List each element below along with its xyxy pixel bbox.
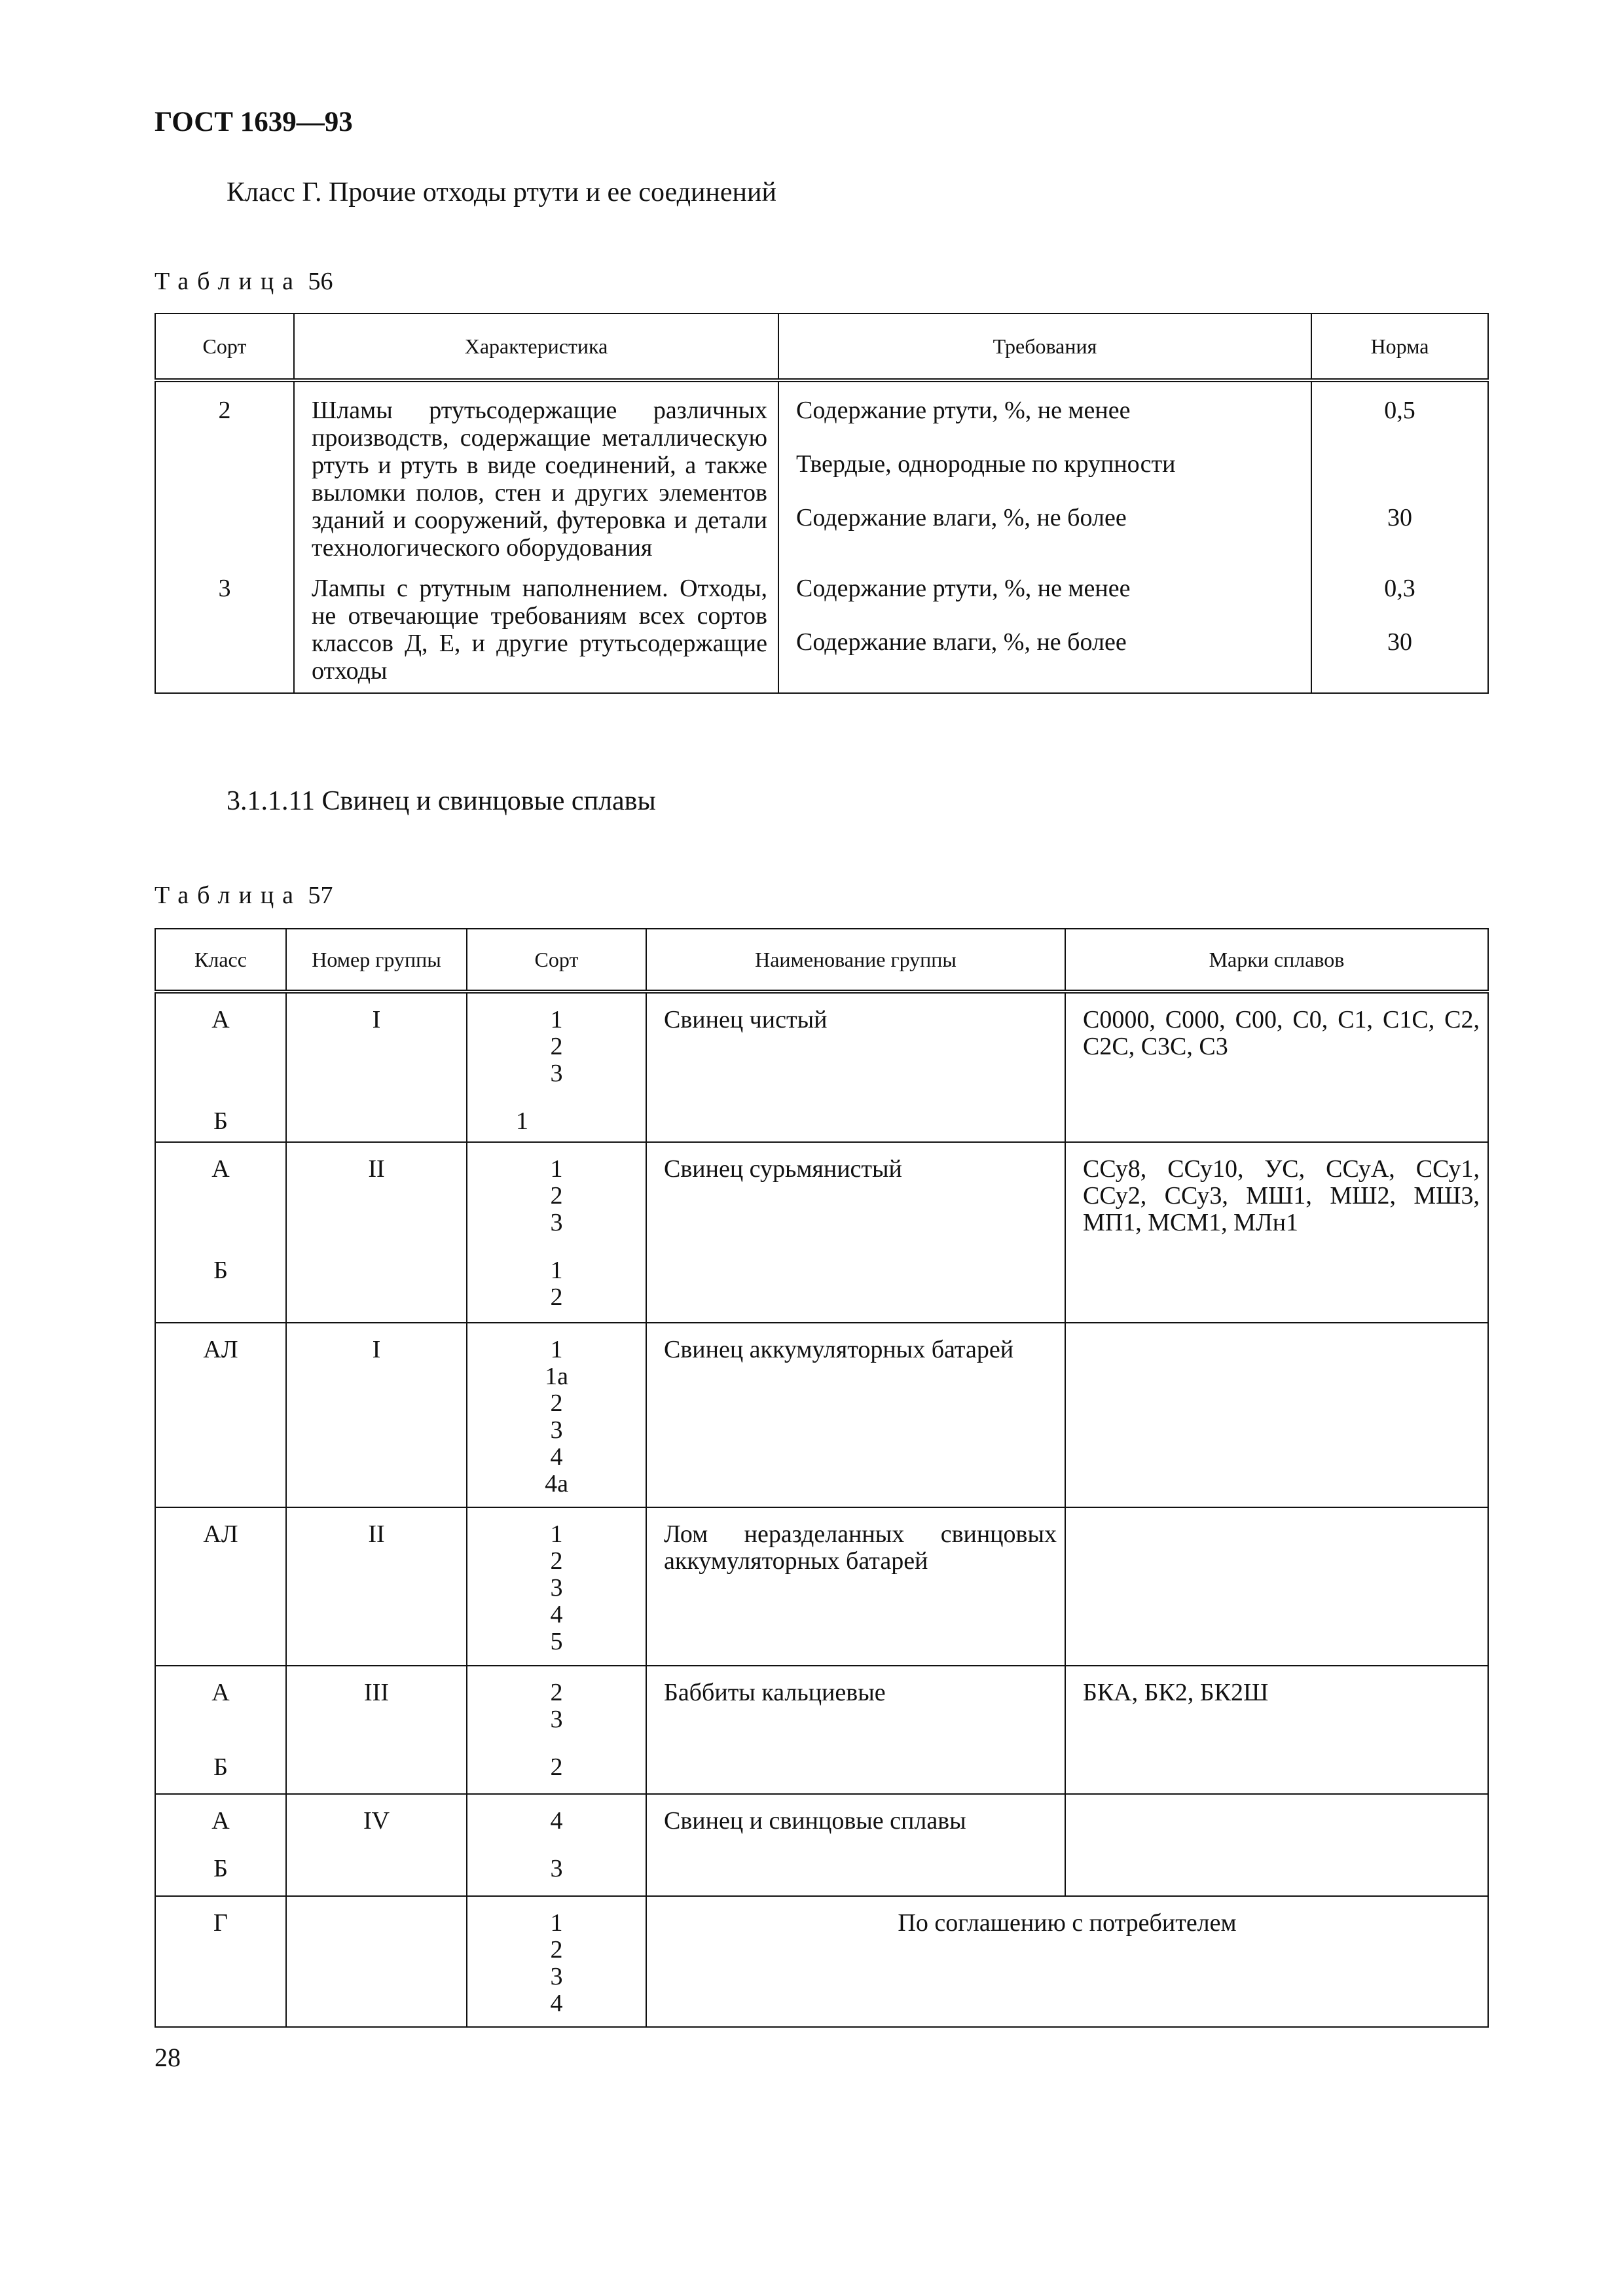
cell-group-name: Лом неразделанных свинцовых аккумуляторных батарей bbox=[646, 1507, 1065, 1666]
table-row bbox=[155, 1142, 1488, 1323]
class-title: Класс Г. Прочие отходы ртути и ее соединений bbox=[227, 177, 776, 207]
table-row bbox=[155, 380, 1488, 562]
cell-alloy-grades: БКА, БК2, БК2Ш bbox=[1065, 1666, 1488, 1794]
norm-value bbox=[1312, 450, 1487, 478]
cell-characteristic: Шламы ртутьсодержащие различных производств, содержащие металлическую ртуть и ртуть в виде соединений, а также выломки полов, стен и других элементов зданий и сооружений, футеровка и детали технологического оборудования bbox=[294, 380, 778, 562]
cell-class: АЛ bbox=[155, 1507, 286, 1666]
cell-class: А Б bbox=[155, 1794, 286, 1896]
norm-value: 0,5 bbox=[1384, 397, 1415, 424]
cell-requirements bbox=[778, 380, 1311, 562]
section-title: 3.1.1.11 Свинец и свинцовые сплавы bbox=[227, 786, 656, 816]
cell-agreement: По соглашению с потребителем bbox=[646, 1896, 1488, 2027]
cell-group bbox=[286, 1896, 467, 2027]
norm-value: 30 bbox=[1387, 504, 1412, 531]
table-57 bbox=[155, 928, 1489, 2028]
norm-value: 0,3 bbox=[1384, 575, 1415, 602]
cell-norm bbox=[1311, 562, 1488, 693]
cell-group: III bbox=[286, 1666, 467, 1794]
cell-sort: 2 bbox=[155, 380, 294, 562]
header-sort: Сорт bbox=[155, 314, 294, 380]
table-row bbox=[155, 562, 1488, 693]
header-sort: Сорт bbox=[467, 929, 646, 992]
table-row bbox=[155, 1507, 1488, 1666]
table-row bbox=[155, 1896, 1488, 2027]
cell-group: II bbox=[286, 1142, 467, 1323]
header-characteristic: Характеристика bbox=[294, 314, 778, 380]
requirement: Содержание ртути, %, не менее bbox=[796, 397, 1131, 424]
table-row bbox=[155, 1323, 1488, 1507]
header-group-name: Наименование группы bbox=[646, 929, 1065, 992]
table-caption-number: 56 bbox=[308, 268, 333, 295]
cell-group: II bbox=[286, 1507, 467, 1666]
table-row bbox=[155, 1794, 1488, 1896]
cell-group-name: Свинец и свинцовые сплавы bbox=[646, 1794, 1065, 1896]
table-header-row bbox=[155, 929, 1488, 992]
cell-group-name: Свинец сурьмянистый bbox=[646, 1142, 1065, 1323]
cell-requirements bbox=[778, 562, 1311, 693]
header-norm: Норма bbox=[1311, 314, 1488, 380]
requirement: Содержание ртути, %, не менее bbox=[796, 575, 1131, 602]
cell-sorts: 2 3 2 bbox=[467, 1666, 646, 1794]
cell-group-name: Свинец чистый bbox=[646, 992, 1065, 1142]
cell-group: I bbox=[286, 992, 467, 1142]
cell-sorts: 4 3 bbox=[467, 1794, 646, 1896]
requirement: Содержание влаги, %, не более bbox=[796, 628, 1127, 656]
cell-sorts: 1 2 3 4 bbox=[467, 1896, 646, 2027]
cell-alloy-grades bbox=[1065, 1794, 1488, 1896]
cell-class: Г bbox=[155, 1896, 286, 2027]
cell-group-name: Свинец аккумуляторных батарей bbox=[646, 1323, 1065, 1507]
page-number: 28 bbox=[155, 2043, 181, 2072]
cell-class: А Б bbox=[155, 1142, 286, 1323]
cell-group: I bbox=[286, 1323, 467, 1507]
cell-class: А Б bbox=[155, 992, 286, 1142]
cell-class: АЛ bbox=[155, 1323, 286, 1507]
cell-alloy-grades bbox=[1065, 1323, 1488, 1507]
table-56 bbox=[155, 313, 1489, 694]
header-alloy-grades: Марки сплавов bbox=[1065, 929, 1488, 992]
table-caption-word: Таблица bbox=[155, 882, 302, 909]
header-requirements: Требования bbox=[778, 314, 1311, 380]
cell-class: А Б bbox=[155, 1666, 286, 1794]
cell-alloy-grades: С0000, С000, С00, С0, С1, С1С, С2, С2С, С3С, С3 bbox=[1065, 992, 1488, 1142]
requirement: Содержание влаги, %, не более bbox=[796, 504, 1127, 531]
table-caption-word: Таблица bbox=[155, 268, 302, 295]
table-56-caption bbox=[155, 267, 333, 296]
norm-value: 30 bbox=[1387, 628, 1412, 656]
table-row bbox=[155, 992, 1488, 1142]
header-group-number: Номер группы bbox=[286, 929, 467, 992]
cell-sorts: 1 1а 2 3 4 4а bbox=[467, 1323, 646, 1507]
cell-norm bbox=[1311, 380, 1488, 562]
table-header-row bbox=[155, 314, 1488, 380]
document-code: ГОСТ 1639—93 bbox=[155, 107, 353, 137]
cell-sort: 3 bbox=[155, 562, 294, 693]
table-57-caption bbox=[155, 881, 333, 910]
table-row bbox=[155, 1666, 1488, 1794]
cell-group-name: Баббиты кальциевые bbox=[646, 1666, 1065, 1794]
cell-sorts: 1 2 3 1 2 bbox=[467, 1142, 646, 1323]
cell-sorts: 1 2 3 1 bbox=[467, 992, 646, 1142]
cell-characteristic: Лампы с ртутным наполнением. Отходы, не отвечающие требованиям всех сортов классов Д, Е, и другие ртутьсодержащие отходы bbox=[294, 562, 778, 693]
cell-alloy-grades: ССу8, ССу10, УС, ССуА, ССу1, ССу2, ССу3, МШ1, МШ2, МШ3, МП1, МСМ1, МЛн1 bbox=[1065, 1142, 1488, 1323]
requirement: Твердые, однородные по крупности bbox=[796, 450, 1176, 478]
cell-sorts: 1 2 3 4 5 bbox=[467, 1507, 646, 1666]
cell-group: IV bbox=[286, 1794, 467, 1896]
header-class: Класс bbox=[155, 929, 286, 992]
cell-alloy-grades bbox=[1065, 1507, 1488, 1666]
table-caption-number: 57 bbox=[308, 882, 333, 909]
